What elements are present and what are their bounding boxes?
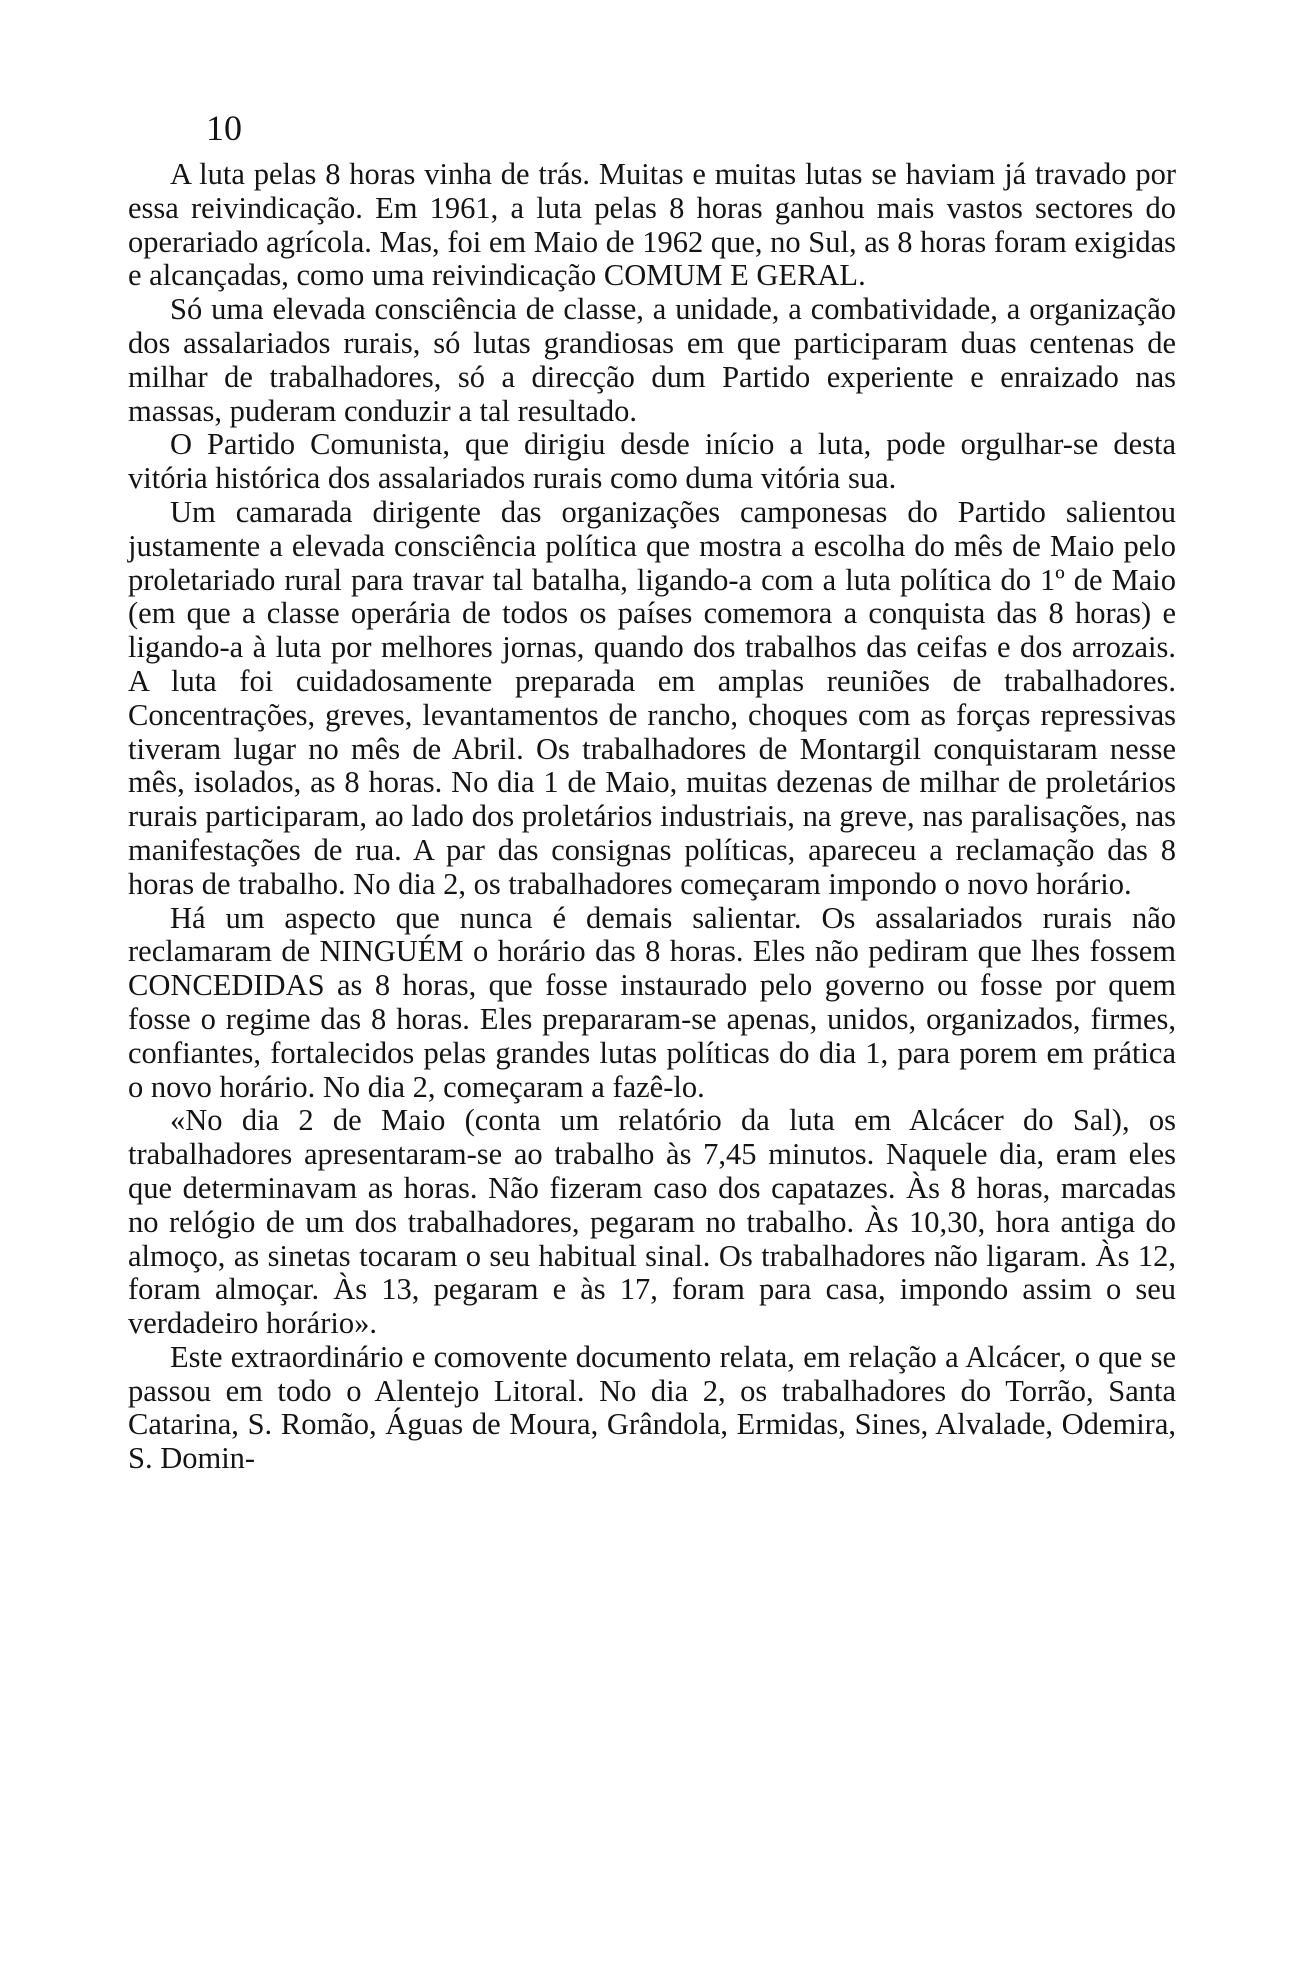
paragraph-communist-party: O Partido Comunista, que dirigiu desde início a luta, pode orgulhar-se desta vitória histórica dos assalariados rurais como duma vitória sua. xyxy=(128,427,1176,496)
paragraph-nobody-granted: Há um aspecto que nunca é demais salientar. Os assalariados rurais não reclamaram de NINGUÉM o horário das 8 horas. Eles não pediram que lhes fossem CONCEDIDAS as 8 horas, que fosse instaurado pelo governo ou fosse por quem fosse o regime das 8 horas. Eles prepararam-se apenas, unidos, organizados, firmes, confiantes, fortalecidos pelas grandes lutas políticas do dia 1, para porem em prática o novo horário. No dia 2, começaram a fazê-lo. xyxy=(128,900,1176,1104)
paragraph-may-choice: Um camarada dirigente das organizações camponesas do Partido salientou justamente a elevada consciência política que mostra a escolha do mês de Maio pelo proletariado rural para travar tal batalha, ligando-a com a luta política do 1º de Maio (em que a classe operária de todos os países comemora a conquista das 8 horas) e ligando-a à luta por melhores jornas, quando dos trabalhos das ceifas e dos arrozais. A luta foi cuidadosamente preparada em amplas reuniões de trabalhadores. Concentrações, greves, levantamentos de rancho, choques com as forças repressivas tiveram lugar no mês de Abril. Os trabalhadores de Montargil conquistaram nesse mês, isolados, as 8 horas. No dia 1 de Maio, muitas dezenas de milhar de proletários rurais participaram, ao lado dos proletários industriais, na greve, nas paralisações, nas manifestações de rua. A par das consignas políticas, apareceu a reclamação das 8 horas de trabalho. No dia 2, os trabalhadores começaram impondo o novo horário. xyxy=(128,494,1176,901)
paragraph-class-consciousness: Só uma elevada consciência de classe, a unidade, a combatividade, a organização dos assalariados rurais, só lutas grandiosas em que participaram duas centenas de milhar de trabalhadores, só a direcção dum Partido experiente e enraizado nas massas, puderam conduzir a tal resultado. xyxy=(128,292,1176,428)
page-number: 10 xyxy=(206,108,242,148)
paragraph-alcacer-report: «No dia 2 de Maio (conta um relatório da luta em Alcácer do Sal), os trabalhadores apresentaram-se ao trabalho às 7,45 minutos. Naquele dia, eram eles que determinavam as horas. Não fizeram caso dos capatazes. Às 8 horas, marcadas no relógio de um dos trabalhadores, pegaram no trabalho. Às 10,30, hora antiga do almoço, as sinetas tocaram o seu habitual sinal. Os trabalhadores não ligaram. Às 12, foram almoçar. Às 13, pegaram e às 17, foram para casa, impondo assim o seu verdadeiro horário». xyxy=(128,1103,1176,1341)
paragraph-alentejo-litoral: Este extraordinário e comovente documento relata, em relação a Alcácer, o que se passou em todo o Alentejo Litoral. No dia 2, os trabalhadores do Torrão, Santa Catarina, S. Romão, Águas de Moura, Grândola, Ermidas, Sines, Alvalade, Odemira, S. Domin- xyxy=(128,1339,1176,1476)
paragraph-eight-hours-struggle: A luta pelas 8 horas vinha de trás. Muitas e muitas lutas se haviam já travado por essa reivindicação. Em 1961, a luta pelas 8 horas ganhou mais vastos sectores do operariado agrícola. Mas, foi em Maio de 1962 que, no Sul, as 8 horas foram exigidas e alcançadas, como uma reivindicação COMUM E GERAL. xyxy=(128,157,1176,293)
text-column xyxy=(128,158,1176,1476)
